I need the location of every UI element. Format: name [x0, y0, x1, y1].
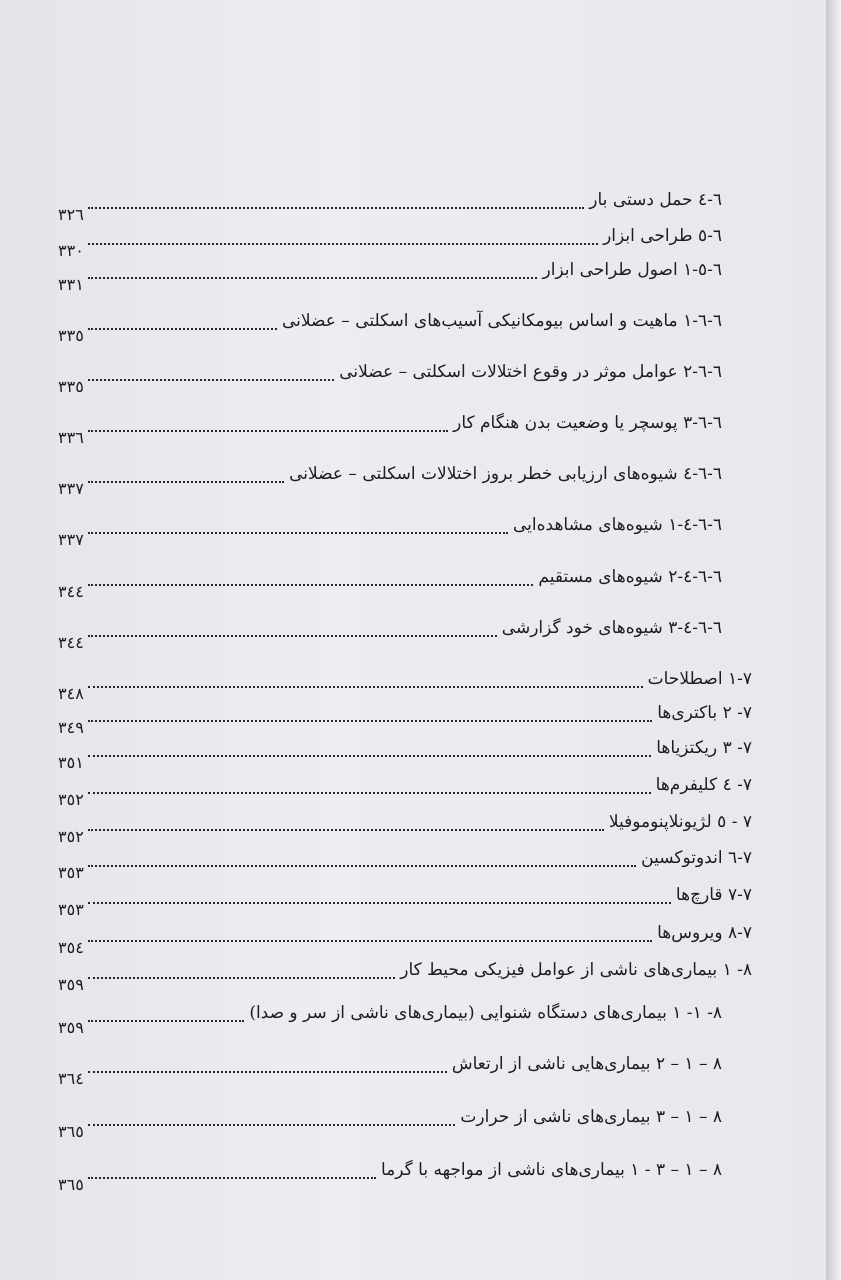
toc-entry: [58, 1056, 722, 1088]
entry-title: ٨ – ١ – ۳ بیماری‌های ناشی از حرارت: [460, 1107, 722, 1127]
entry-title: ٨- ١- ١ بیماری‌های دستگاه شنوایی (بیماری‌های ناشی از سر و صدا): [249, 1003, 722, 1023]
entry-page-number: ۳٤٨: [58, 684, 84, 703]
dot-leader: [88, 634, 497, 637]
entry-page-number: ۳۳۱: [58, 275, 84, 294]
entry-title: ٦-٦-١ ماهیت و اساس بیومکانیکی آسیب‌های اسکلتی – عضلانی: [281, 311, 722, 331]
toc-entry: [58, 962, 752, 994]
entry-title: ٧-١ اصطلاحات: [647, 669, 752, 689]
entry-title: ٦-٦-٤ شیوه‌های ارزیابی خطر بروز اختلالات اسکلتی – عضلانی: [289, 464, 722, 484]
toc-entry: [58, 262, 722, 294]
toc-entry: [58, 1162, 722, 1194]
entry-page-number: ۳۳٥: [58, 326, 84, 345]
entry-page-number: ۳٥١: [58, 753, 84, 772]
toc-entry: [58, 705, 752, 737]
entry-title: ٨- ١ بیماری‌های ناشی از عوامل فیزیکی محیط کار: [400, 960, 752, 980]
entry-title: ٦-٤ حمل دستی بار: [589, 190, 722, 210]
toc-entry: [58, 415, 722, 447]
entry-page-number: ۳٦٥: [58, 1175, 84, 1194]
entry-title: ٨ – ١ – ٢ بیماری‌هایی ناشی از ارتعاش: [451, 1054, 722, 1074]
dot-leader: [88, 378, 334, 381]
entry-title: ٧-٨ ویروس‌ها: [657, 923, 752, 943]
dot-leader: [88, 828, 604, 831]
entry-title: ٨ – ١ – ۳ - ١ بیماری‌های ناشی از مواجهه با گرما: [380, 1160, 722, 1180]
dot-leader: [88, 1019, 245, 1022]
entry-title: ٦-٦-٢ عوامل موثر در وقوع اختلالات اسکلتی – عضلانی: [339, 362, 722, 382]
entry-title: ٧- ٢ باکتری‌ها: [657, 703, 752, 723]
toc-entry: [58, 777, 752, 809]
toc-entry: [58, 620, 722, 652]
toc-entry: [58, 228, 722, 260]
toc-entry: [58, 814, 752, 846]
entry-page-number: ۳۳٧: [58, 530, 84, 549]
entry-page-number: ۳٥٢: [58, 790, 84, 809]
toc-entry: [58, 1109, 722, 1141]
entry-page-number: ۳٤٤: [58, 633, 84, 652]
toc-entry: [58, 466, 722, 498]
entry-page-number: ۳۳٦: [58, 428, 84, 447]
toc-entry: [58, 850, 752, 882]
entry-page-number: ۳٥٩: [58, 1018, 84, 1037]
dot-leader: [88, 480, 284, 483]
dot-leader: [88, 1070, 447, 1073]
entry-page-number: ۳۲٦: [58, 205, 84, 224]
dot-leader: [88, 1123, 456, 1126]
dot-leader: [88, 1176, 376, 1179]
entry-title: ٦-٦-٤-٢ شیوه‌های مستقیم: [538, 567, 722, 587]
entry-page-number: ۳۳۰: [58, 241, 84, 260]
page-edge: [826, 0, 841, 1280]
dot-leader: [88, 242, 598, 245]
entry-page-number: ۳٦٥: [58, 1122, 84, 1141]
toc-entry: [58, 925, 752, 957]
entry-page-number: ۳٥٢: [58, 827, 84, 846]
dot-leader: [88, 719, 652, 722]
entry-title: ٧- ۳ ریکتزیاها: [656, 738, 752, 758]
entry-page-number: ۳٦٤: [58, 1069, 84, 1088]
toc-entry: [58, 364, 722, 396]
entry-title: ٦-٦-٤-١ شیوه‌های مشاهده‌ایی: [512, 515, 722, 535]
toc-entry: [58, 887, 752, 919]
toc-entry: [58, 517, 722, 549]
dot-leader: [88, 864, 636, 867]
entry-title: ٦-٦-٤-۳ شیوه‌های خود گزارشی: [501, 618, 722, 638]
dot-leader: [88, 685, 643, 688]
dot-leader: [88, 583, 534, 586]
dot-leader: [88, 754, 651, 757]
entry-page-number: ۳۳٧: [58, 479, 84, 498]
toc-entry: [58, 192, 722, 224]
entry-page-number: ۳٥٩: [58, 975, 84, 994]
entry-title: ٦-٥ طراحی ابزار: [603, 226, 722, 246]
entry-title: ٦-٥-١ اصول طراحی ابزار: [542, 260, 722, 280]
dot-leader: [88, 327, 277, 330]
dot-leader: [88, 901, 671, 904]
dot-leader: [88, 276, 538, 279]
entry-title: ٦-٦-٣ پوسچر یا وضعیت بدن هنگام کار: [453, 413, 722, 433]
entry-title: ٧-٦ اندوتوکسین: [641, 848, 752, 868]
entry-page-number: ۳٥۳: [58, 863, 84, 882]
toc-entry: [58, 313, 722, 345]
toc-entry: [58, 671, 752, 703]
entry-page-number: ۳٥٤: [58, 938, 84, 957]
dot-leader: [88, 791, 651, 794]
entry-title: ٧ - ٥ لژیونلاپنوموفیلا: [608, 812, 752, 832]
toc-entry: [58, 740, 752, 772]
dot-leader: [88, 939, 652, 942]
entry-title: ٧-٧ قارچ‌ها: [675, 885, 752, 905]
dot-leader: [88, 531, 508, 534]
toc-entry: [58, 1005, 722, 1037]
entry-title: ٧- ٤ کلیفرم‌ها: [655, 775, 752, 795]
entry-page-number: ۳٤٩: [58, 718, 84, 737]
entry-page-number: ۳۳٥: [58, 377, 84, 396]
entry-page-number: ۳٥۳: [58, 900, 84, 919]
entry-page-number: ۳٤٤: [58, 582, 84, 601]
dot-leader: [88, 206, 585, 209]
dot-leader: [88, 429, 448, 432]
toc-entry: [58, 569, 722, 601]
dot-leader: [88, 976, 395, 979]
